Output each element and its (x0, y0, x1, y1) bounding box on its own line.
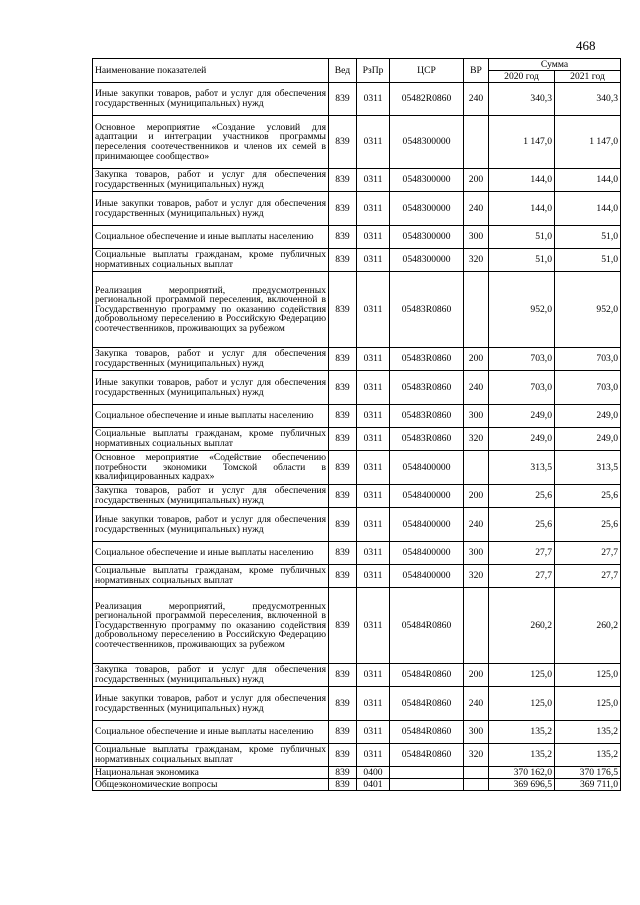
cell-2021: 370 176,5 (555, 767, 621, 779)
cell-2021: 135,2 (555, 721, 621, 744)
cell-csr: 05483R0860 (390, 272, 464, 348)
cell-name: Социальное обеспечение и иные выплаты населению (93, 226, 329, 249)
cell-2021: 125,0 (555, 664, 621, 687)
cell-name: Закупка товаров, работ и услуг для обеспечения государственных (муниципальных) нужд (93, 485, 329, 508)
cell-2020: 51,0 (489, 249, 555, 272)
cell-2021: 135,2 (555, 744, 621, 767)
cell-2020: 144,0 (489, 169, 555, 192)
cell-csr: 0548400000 (390, 565, 464, 588)
table-row (93, 428, 621, 451)
cell-ved: 839 (329, 405, 357, 428)
cell-vr (464, 116, 489, 169)
cell-2020: 340,3 (489, 83, 555, 116)
cell-vr: 240 (464, 371, 489, 405)
cell-ved: 839 (329, 721, 357, 744)
cell-2021: 125,0 (555, 687, 621, 721)
cell-rzpr: 0311 (357, 542, 390, 565)
cell-rzpr: 0311 (357, 565, 390, 588)
cell-vr: 300 (464, 226, 489, 249)
cell-2020: 144,0 (489, 192, 555, 226)
cell-2020: 27,7 (489, 542, 555, 565)
cell-2020: 370 162,0 (489, 767, 555, 779)
header-ved: Вед (329, 59, 357, 83)
cell-name: Реализация мероприятий, предусмотренных региональной программой переселения, включенной в Государственную программу по оказанию содействия добровольному переселению в Российскую Федерацию соотечественников, проживающих за рубежом (93, 588, 329, 664)
cell-csr: 05484R0860 (390, 664, 464, 687)
header-name: Наименование показателей (93, 59, 329, 83)
cell-csr: 05484R0860 (390, 687, 464, 721)
cell-rzpr: 0311 (357, 83, 390, 116)
cell-csr: 0548300000 (390, 192, 464, 226)
cell-2020: 703,0 (489, 348, 555, 371)
table-row (93, 779, 621, 791)
cell-2021: 340,3 (555, 83, 621, 116)
cell-2021: 249,0 (555, 428, 621, 451)
table-row (93, 405, 621, 428)
cell-csr: 0548300000 (390, 226, 464, 249)
cell-name: Иные закупки товаров, работ и услуг для обеспечения государственных (муниципальных) нужд (93, 192, 329, 226)
table-row (93, 664, 621, 687)
cell-rzpr: 0311 (357, 226, 390, 249)
cell-vr: 240 (464, 83, 489, 116)
cell-vr (464, 588, 489, 664)
cell-ved: 839 (329, 744, 357, 767)
cell-2020: 27,7 (489, 565, 555, 588)
cell-name: Иные закупки товаров, работ и услуг для обеспечения государственных (муниципальных) нужд (93, 371, 329, 405)
cell-ved: 839 (329, 451, 357, 485)
cell-ved: 839 (329, 508, 357, 542)
cell-vr: 320 (464, 744, 489, 767)
cell-csr: 05483R0860 (390, 405, 464, 428)
cell-ved: 839 (329, 371, 357, 405)
cell-rzpr: 0401 (357, 779, 390, 791)
cell-ved: 839 (329, 565, 357, 588)
table-body (93, 83, 621, 791)
cell-2021: 313,5 (555, 451, 621, 485)
cell-ved: 839 (329, 428, 357, 451)
cell-ved: 839 (329, 767, 357, 779)
cell-2021: 369 711,0 (555, 779, 621, 791)
cell-name: Закупка товаров, работ и услуг для обеспечения государственных (муниципальных) нужд (93, 348, 329, 371)
cell-vr (464, 779, 489, 791)
cell-rzpr: 0311 (357, 428, 390, 451)
cell-name: Закупка товаров, работ и услуг для обеспечения государственных (муниципальных) нужд (93, 169, 329, 192)
cell-2020: 135,2 (489, 721, 555, 744)
cell-vr: 200 (464, 169, 489, 192)
cell-name: Закупка товаров, работ и услуг для обеспечения государственных (муниципальных) нужд (93, 664, 329, 687)
cell-ved: 839 (329, 542, 357, 565)
table-row (93, 83, 621, 116)
cell-2020: 260,2 (489, 588, 555, 664)
cell-2020: 25,6 (489, 485, 555, 508)
cell-ved: 839 (329, 169, 357, 192)
cell-2021: 27,7 (555, 542, 621, 565)
cell-csr: 05483R0860 (390, 428, 464, 451)
cell-name: Социальные выплаты гражданам, кроме публичных нормативных социальных выплат (93, 565, 329, 588)
header-vr: ВР (464, 59, 489, 83)
cell-vr: 200 (464, 348, 489, 371)
cell-rzpr: 0311 (357, 371, 390, 405)
cell-vr (464, 272, 489, 348)
cell-name: Основное мероприятие «Содействие обеспечению потребности экономики Томской области в квалифицированных кадрах» (93, 451, 329, 485)
table-row (93, 565, 621, 588)
cell-rzpr: 0311 (357, 508, 390, 542)
cell-name: Социальное обеспечение и иные выплаты населению (93, 721, 329, 744)
cell-ved: 839 (329, 116, 357, 169)
cell-rzpr: 0311 (357, 721, 390, 744)
cell-csr: 0548400000 (390, 508, 464, 542)
cell-2020: 313,5 (489, 451, 555, 485)
cell-rzpr: 0311 (357, 588, 390, 664)
cell-name: Социальные выплаты гражданам, кроме публичных нормативных социальных выплат (93, 249, 329, 272)
cell-ved: 839 (329, 192, 357, 226)
cell-vr (464, 767, 489, 779)
table-row (93, 542, 621, 565)
cell-2021: 144,0 (555, 192, 621, 226)
cell-2020: 952,0 (489, 272, 555, 348)
cell-2021: 249,0 (555, 405, 621, 428)
cell-csr: 0548300000 (390, 116, 464, 169)
cell-2021: 25,6 (555, 485, 621, 508)
cell-rzpr: 0311 (357, 272, 390, 348)
table-row (93, 721, 621, 744)
header-year-2021: 2021 год (555, 71, 621, 83)
cell-ved: 839 (329, 485, 357, 508)
cell-rzpr: 0311 (357, 664, 390, 687)
cell-ved: 839 (329, 779, 357, 791)
cell-2020: 25,6 (489, 508, 555, 542)
table-row (93, 226, 621, 249)
cell-ved: 839 (329, 664, 357, 687)
cell-2021: 27,7 (555, 565, 621, 588)
cell-2020: 51,0 (489, 226, 555, 249)
cell-rzpr: 0311 (357, 405, 390, 428)
cell-2020: 125,0 (489, 664, 555, 687)
cell-2021: 144,0 (555, 169, 621, 192)
cell-name: Реализация мероприятий, предусмотренных региональной программой переселения, включенной в Государственную программу по оказанию содействия добровольному переселению в Российскую Федерацию соотечественников, проживающих за рубежом (93, 272, 329, 348)
cell-ved: 839 (329, 588, 357, 664)
cell-rzpr: 0400 (357, 767, 390, 779)
cell-vr: 320 (464, 565, 489, 588)
cell-ved: 839 (329, 348, 357, 371)
cell-rzpr: 0311 (357, 744, 390, 767)
cell-rzpr: 0311 (357, 192, 390, 226)
cell-name: Социальное обеспечение и иные выплаты населению (93, 542, 329, 565)
cell-2021: 703,0 (555, 371, 621, 405)
cell-csr: 05483R0860 (390, 348, 464, 371)
table-row (93, 371, 621, 405)
cell-2020: 369 696,5 (489, 779, 555, 791)
cell-2020: 249,0 (489, 405, 555, 428)
cell-name: Национальная экономика (93, 767, 329, 779)
cell-csr: 0548400000 (390, 485, 464, 508)
cell-name: Общеэкономические вопросы (93, 779, 329, 791)
cell-2021: 952,0 (555, 272, 621, 348)
cell-2020: 125,0 (489, 687, 555, 721)
header-year-2020: 2020 год (489, 71, 555, 83)
table-row (93, 687, 621, 721)
cell-name: Социальные выплаты гражданам, кроме публичных нормативных социальных выплат (93, 744, 329, 767)
table-row (93, 485, 621, 508)
cell-vr: 320 (464, 249, 489, 272)
budget-table (92, 58, 621, 791)
cell-name: Социальные выплаты гражданам, кроме публичных нормативных социальных выплат (93, 428, 329, 451)
table-row (93, 588, 621, 664)
cell-csr: 05484R0860 (390, 744, 464, 767)
cell-ved: 839 (329, 272, 357, 348)
cell-vr: 240 (464, 192, 489, 226)
cell-vr: 240 (464, 508, 489, 542)
cell-2021: 51,0 (555, 226, 621, 249)
cell-csr: 0548400000 (390, 451, 464, 485)
cell-csr: 05484R0860 (390, 721, 464, 744)
cell-2020: 249,0 (489, 428, 555, 451)
cell-rzpr: 0311 (357, 451, 390, 485)
table-row (93, 744, 621, 767)
cell-vr: 300 (464, 405, 489, 428)
cell-vr: 320 (464, 428, 489, 451)
cell-rzpr: 0311 (357, 348, 390, 371)
cell-ved: 839 (329, 226, 357, 249)
table-row (93, 272, 621, 348)
table-row (93, 348, 621, 371)
table-row (93, 169, 621, 192)
cell-rzpr: 0311 (357, 116, 390, 169)
table-row (93, 249, 621, 272)
table-row (93, 767, 621, 779)
cell-vr: 200 (464, 485, 489, 508)
cell-2021: 51,0 (555, 249, 621, 272)
table-row (93, 192, 621, 226)
cell-vr: 200 (464, 664, 489, 687)
cell-ved: 839 (329, 83, 357, 116)
cell-csr: 05482R0860 (390, 83, 464, 116)
cell-csr (390, 767, 464, 779)
page-number: 468 (576, 38, 596, 53)
cell-csr: 05484R0860 (390, 588, 464, 664)
cell-2021: 1 147,0 (555, 116, 621, 169)
cell-csr (390, 779, 464, 791)
cell-csr: 0548300000 (390, 249, 464, 272)
cell-2020: 135,2 (489, 744, 555, 767)
cell-rzpr: 0311 (357, 485, 390, 508)
cell-csr: 05483R0860 (390, 371, 464, 405)
cell-ved: 839 (329, 687, 357, 721)
cell-2020: 1 147,0 (489, 116, 555, 169)
cell-rzpr: 0311 (357, 169, 390, 192)
header-csr: ЦСР (390, 59, 464, 83)
header-rzpr: РзПр (357, 59, 390, 83)
table-row (93, 508, 621, 542)
cell-2021: 703,0 (555, 348, 621, 371)
cell-2021: 260,2 (555, 588, 621, 664)
cell-name: Иные закупки товаров, работ и услуг для обеспечения государственных (муниципальных) нужд (93, 83, 329, 116)
cell-vr: 240 (464, 687, 489, 721)
cell-name: Социальное обеспечение и иные выплаты населению (93, 405, 329, 428)
cell-rzpr: 0311 (357, 249, 390, 272)
cell-ved: 839 (329, 249, 357, 272)
table-row (93, 451, 621, 485)
cell-csr: 0548400000 (390, 542, 464, 565)
cell-rzpr: 0311 (357, 687, 390, 721)
cell-name: Основное мероприятие «Создание условий для адаптации и интеграции участников программы переселения соотечественников и членов их семей в принимающее сообщество» (93, 116, 329, 169)
cell-vr: 300 (464, 721, 489, 744)
cell-vr: 300 (464, 542, 489, 565)
cell-csr: 0548300000 (390, 169, 464, 192)
cell-vr (464, 451, 489, 485)
cell-2021: 25,6 (555, 508, 621, 542)
cell-name: Иные закупки товаров, работ и услуг для обеспечения государственных (муниципальных) нужд (93, 687, 329, 721)
table-row (93, 116, 621, 169)
cell-2020: 703,0 (489, 371, 555, 405)
cell-name: Иные закупки товаров, работ и услуг для обеспечения государственных (муниципальных) нужд (93, 508, 329, 542)
header-sum: Сумма (489, 59, 621, 71)
